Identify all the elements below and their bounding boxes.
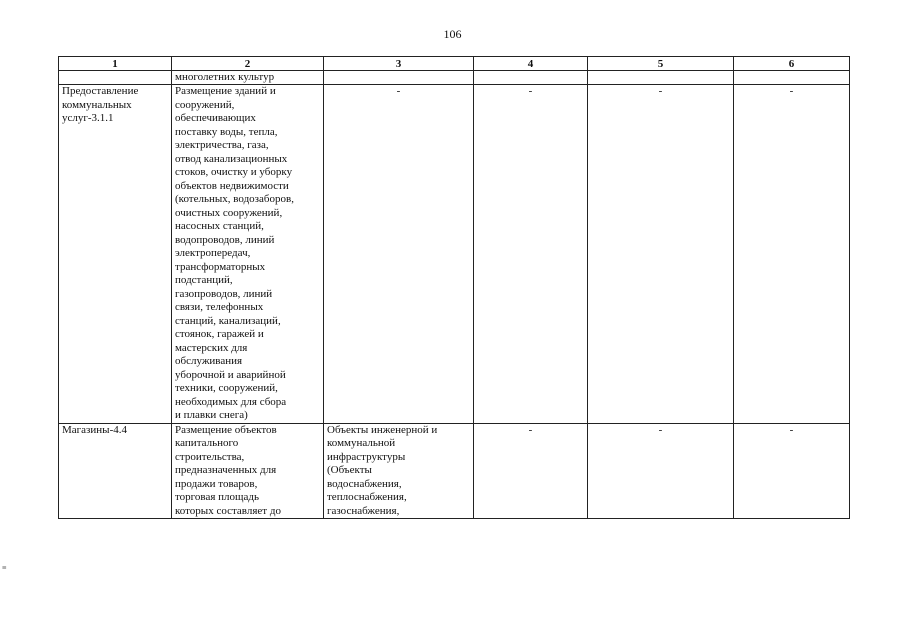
- document-table: [58, 56, 850, 519]
- table-cell: -: [474, 423, 588, 519]
- table-cell: -: [474, 85, 588, 424]
- table-cell: -: [734, 423, 850, 519]
- table-cell: Размещение зданий и сооружений, обеспечивающих поставку воды, тепла, электричества, газа, отвод канализационных стоков, очистку и уборку объектов недвижимости (котельных, водозаборов, очистных сооружений, насосных станций, водопроводов, линий электропередач, трансформаторных подстанций, газопроводов, линий связи, телефонных станций, канализаций, стоянок, гаражей и мастерских для обслуживания уборочной и аварийной техники, сооружений, необходимых для сбора и плавки снега): [172, 85, 324, 424]
- column-header: 6: [734, 57, 850, 71]
- column-header: 3: [324, 57, 474, 71]
- table-cell: многолетних культур: [172, 71, 324, 85]
- table-cell: [59, 71, 172, 85]
- table-cell: -: [588, 85, 734, 424]
- table-cell: [588, 71, 734, 85]
- column-header: 2: [172, 57, 324, 71]
- table-row: [59, 423, 850, 519]
- table-cell: -: [588, 423, 734, 519]
- table-header-row: [59, 57, 850, 71]
- column-header: 4: [474, 57, 588, 71]
- column-header: 5: [588, 57, 734, 71]
- table-cell: Размещение объектов капитального строительства, предназначенных для продажи товаров, торговая площадь которых составляет до: [172, 423, 324, 519]
- scan-edge-mark: ≡: [2, 563, 7, 572]
- table-row: [59, 85, 850, 424]
- table-cell: -: [324, 85, 474, 424]
- table-cell: Предоставление коммунальных услуг-3.1.1: [59, 85, 172, 424]
- table-cell: -: [734, 85, 850, 424]
- table-cell: [734, 71, 850, 85]
- table-cell: [474, 71, 588, 85]
- table-cell: Магазины-4.4: [59, 423, 172, 519]
- column-header: 1: [59, 57, 172, 71]
- table-cell: Объекты инженерной и коммунальной инфраструктуры (Объекты водоснабжения, теплоснабжения, газоснабжения,: [324, 423, 474, 519]
- page-number: 106: [443, 27, 462, 41]
- table-row: [59, 71, 850, 85]
- table-cell: [324, 71, 474, 85]
